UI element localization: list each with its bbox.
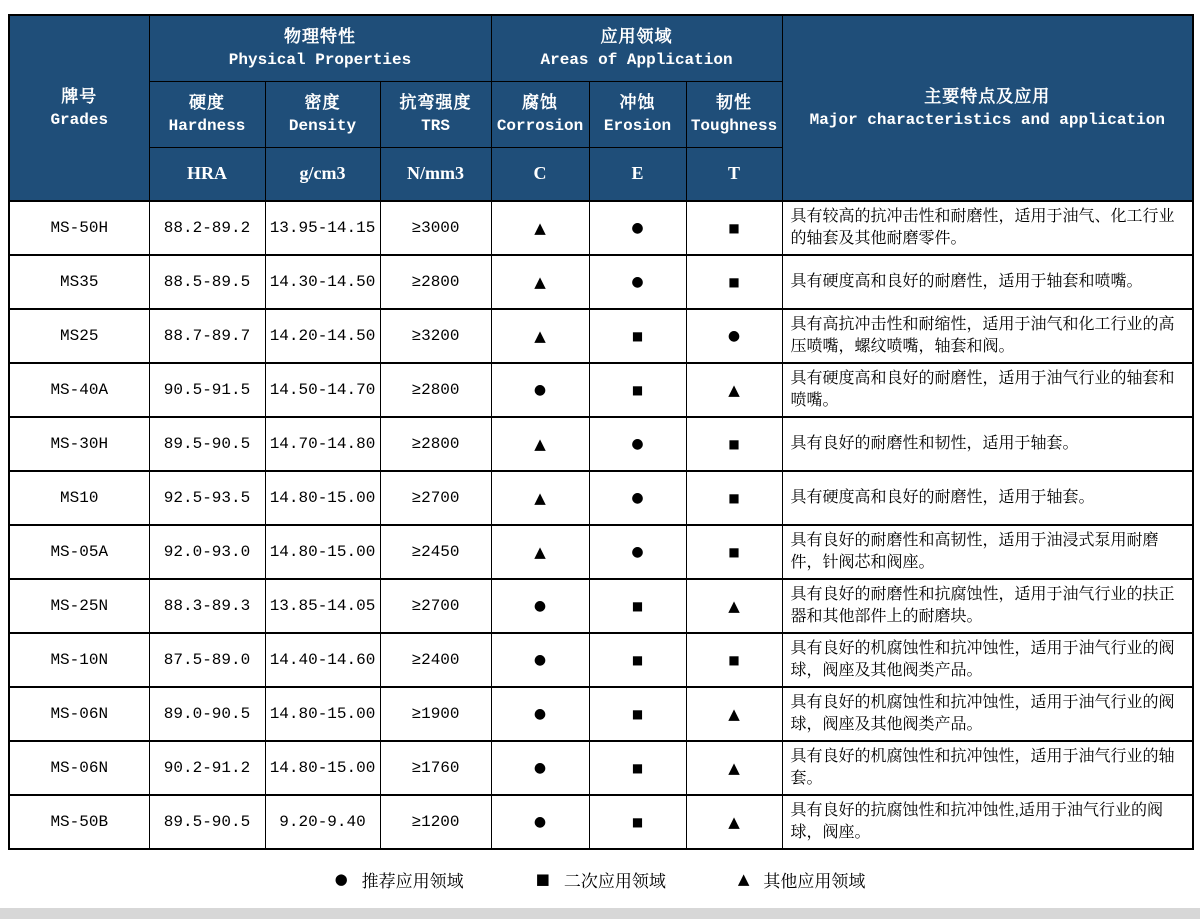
legend-label-recommended: 推荐应用领域 — [361, 872, 464, 891]
header-areas-of-application — [491, 15, 782, 81]
header-trs — [380, 81, 491, 147]
description-cell: 具有良好的抗腐蚀性和抗冲蚀性,适用于油气行业的阀球，阀座。 — [782, 795, 1193, 849]
square-icon: ■ — [535, 870, 550, 888]
grade-cell: MS-30H — [9, 417, 149, 471]
toughness-symbol-triangle: ▲ — [686, 579, 782, 633]
toughness-symbol-square: ■ — [686, 201, 782, 255]
header-grades — [9, 15, 149, 201]
toughness-symbol-square: ■ — [686, 417, 782, 471]
hardness-cell: 88.3-89.3 — [149, 579, 265, 633]
density-cell: 14.80-15.00 — [265, 741, 380, 795]
density-cell: 14.30-14.50 — [265, 255, 380, 309]
header-erosion-zh: 冲蚀 — [619, 93, 656, 112]
trs-cell: ≥2800 — [380, 363, 491, 417]
trs-cell: ≥2800 — [380, 255, 491, 309]
erosion-symbol-square: ■ — [589, 363, 686, 417]
page-bottom-edge — [0, 908, 1200, 919]
grade-cell: MS35 — [9, 255, 149, 309]
table-row — [9, 309, 1193, 363]
trs-cell: ≥1900 — [380, 687, 491, 741]
description-cell: 具有良好的机腐蚀性和抗冲蚀性，适用于油气行业的轴套。 — [782, 741, 1193, 795]
hardness-cell: 89.5-90.5 — [149, 417, 265, 471]
erosion-symbol-circle: ● — [589, 471, 686, 525]
description-cell: 具有良好的机腐蚀性和抗冲蚀性，适用于油气行业的阀球，阀座及其他阀类产品。 — [782, 633, 1193, 687]
unit-t: T — [686, 147, 782, 201]
header-major-en: Major characteristics and application — [809, 111, 1165, 129]
header-erosion-en: Erosion — [603, 117, 672, 135]
header-corrosion-en: Corrosion — [496, 117, 584, 135]
legend — [0, 867, 1200, 892]
density-cell: 14.80-15.00 — [265, 687, 380, 741]
header-trs-en: TRS — [421, 117, 450, 135]
legend-label-other: 其他应用领域 — [763, 872, 866, 891]
description-cell: 具有较高的抗冲击性和耐磨性，适用于油气、化工行业的轴套及其他耐磨零件。 — [782, 201, 1193, 255]
description-cell: 具有硬度高和良好的耐磨性，适用于轴套。 — [782, 471, 1193, 525]
legend-item-secondary — [536, 867, 666, 892]
header-hardness — [149, 81, 265, 147]
header-major-zh: 主要特点及应用 — [924, 87, 1051, 106]
toughness-symbol-square: ■ — [686, 471, 782, 525]
table-row — [9, 741, 1193, 795]
density-cell: 14.40-14.60 — [265, 633, 380, 687]
trs-cell: ≥1760 — [380, 741, 491, 795]
header-hardness-zh: 硬度 — [189, 93, 225, 112]
trs-cell: ≥3200 — [380, 309, 491, 363]
toughness-symbol-square: ■ — [686, 255, 782, 309]
erosion-symbol-square: ■ — [589, 687, 686, 741]
header-grades-en: Grades — [50, 111, 109, 129]
table-row — [9, 633, 1193, 687]
corrosion-symbol-circle: ● — [491, 795, 589, 849]
corrosion-symbol-triangle: ▲ — [491, 525, 589, 579]
grade-cell: MS-06N — [9, 741, 149, 795]
density-cell: 9.20-9.40 — [265, 795, 380, 849]
erosion-symbol-square: ■ — [589, 579, 686, 633]
toughness-symbol-triangle: ▲ — [686, 363, 782, 417]
table-row — [9, 795, 1193, 849]
unit-c: C — [491, 147, 589, 201]
toughness-symbol-square: ■ — [686, 525, 782, 579]
erosion-symbol-circle: ● — [589, 525, 686, 579]
header-corrosion — [491, 81, 589, 147]
hardness-cell: 89.5-90.5 — [149, 795, 265, 849]
header-density-en: Density — [288, 117, 357, 135]
header-physical-en: Physical Properties — [228, 51, 412, 70]
table-row — [9, 579, 1193, 633]
hardness-cell: 89.0-90.5 — [149, 687, 265, 741]
erosion-symbol-circle: ● — [589, 417, 686, 471]
legend-item-other — [738, 867, 866, 892]
trs-cell: ≥2400 — [380, 633, 491, 687]
hardness-cell: 88.5-89.5 — [149, 255, 265, 309]
hardness-cell: 92.0-93.0 — [149, 525, 265, 579]
table-row — [9, 255, 1193, 309]
corrosion-symbol-circle: ● — [491, 633, 589, 687]
unit-e: E — [589, 147, 686, 201]
table-row — [9, 201, 1193, 255]
grade-cell: MS-05A — [9, 525, 149, 579]
unit-nmm3: N/mm3 — [380, 147, 491, 201]
grades-table-body — [9, 201, 1193, 849]
toughness-symbol-circle: ● — [686, 309, 782, 363]
unit-gcm3: g/cm3 — [265, 147, 380, 201]
header-trs-zh: 抗弯强度 — [399, 93, 472, 112]
description-cell: 具有良好的耐磨性和韧性，适用于轴套。 — [782, 417, 1193, 471]
description-cell: 具有良好的机腐蚀性和抗冲蚀性，适用于油气行业的阀球，阀座及其他阀类产品。 — [782, 687, 1193, 741]
hardness-cell: 88.2-89.2 — [149, 201, 265, 255]
legend-item-recommended — [335, 867, 464, 892]
corrosion-symbol-triangle: ▲ — [491, 255, 589, 309]
toughness-symbol-triangle: ▲ — [686, 741, 782, 795]
grade-cell: MS-40A — [9, 363, 149, 417]
trs-cell: ≥2700 — [380, 579, 491, 633]
corrosion-symbol-circle: ● — [491, 579, 589, 633]
header-density — [265, 81, 380, 147]
header-areas-en: Areas of Application — [540, 51, 733, 70]
header-toughness-zh: 韧性 — [716, 93, 753, 112]
table-row — [9, 417, 1193, 471]
header-density-zh: 密度 — [304, 93, 341, 112]
grade-cell: MS-06N — [9, 687, 149, 741]
header-erosion — [589, 81, 686, 147]
circle-icon: ● — [334, 870, 348, 888]
table-row — [9, 471, 1193, 525]
density-cell: 13.95-14.15 — [265, 201, 380, 255]
density-cell: 14.80-15.00 — [265, 471, 380, 525]
unit-hra: HRA — [149, 147, 265, 201]
density-cell: 14.50-14.70 — [265, 363, 380, 417]
description-cell: 具有良好的耐磨性和抗腐蚀性，适用于油气行业的扶正器和其他部件上的耐磨块。 — [782, 579, 1193, 633]
trs-cell: ≥2800 — [380, 417, 491, 471]
header-hardness-en: Hardness — [168, 117, 246, 135]
header-grades-zh: 牌号 — [61, 87, 98, 106]
erosion-symbol-circle: ● — [589, 255, 686, 309]
header-physical-zh: 物理特性 — [284, 27, 357, 47]
trs-cell: ≥1200 — [380, 795, 491, 849]
header-corrosion-zh: 腐蚀 — [522, 93, 559, 112]
erosion-symbol-square: ■ — [589, 741, 686, 795]
trs-cell: ≥2450 — [380, 525, 491, 579]
header-toughness-en: Toughness — [690, 117, 778, 135]
header-major-characteristics — [782, 15, 1193, 201]
toughness-symbol-square: ■ — [686, 633, 782, 687]
corrosion-symbol-triangle: ▲ — [491, 471, 589, 525]
description-cell: 具有良好的耐磨性和高韧性，适用于油浸式泵用耐磨件，针阀芯和阀座。 — [782, 525, 1193, 579]
erosion-symbol-square: ■ — [589, 795, 686, 849]
header-physical-properties — [149, 15, 491, 81]
table-row — [9, 525, 1193, 579]
hardness-cell: 92.5-93.5 — [149, 471, 265, 525]
corrosion-symbol-triangle: ▲ — [491, 417, 589, 471]
density-cell: 13.85-14.05 — [265, 579, 380, 633]
table-row — [9, 363, 1193, 417]
erosion-symbol-square: ■ — [589, 633, 686, 687]
grade-cell: MS-50B — [9, 795, 149, 849]
density-cell: 14.70-14.80 — [265, 417, 380, 471]
toughness-symbol-triangle: ▲ — [686, 795, 782, 849]
trs-cell: ≥2700 — [380, 471, 491, 525]
grade-cell: MS25 — [9, 309, 149, 363]
hardness-cell: 87.5-89.0 — [149, 633, 265, 687]
corrosion-symbol-triangle: ▲ — [491, 309, 589, 363]
header-toughness — [686, 81, 782, 147]
hardness-cell: 90.5-91.5 — [149, 363, 265, 417]
table-row — [9, 687, 1193, 741]
density-cell: 14.80-15.00 — [265, 525, 380, 579]
trs-cell: ≥3000 — [380, 201, 491, 255]
erosion-symbol-square: ■ — [589, 309, 686, 363]
corrosion-symbol-circle: ● — [491, 687, 589, 741]
grade-cell: MS-50H — [9, 201, 149, 255]
legend-label-secondary: 二次应用领域 — [563, 872, 666, 891]
erosion-symbol-circle: ● — [589, 201, 686, 255]
table-header — [9, 15, 1193, 201]
hardness-cell: 90.2-91.2 — [149, 741, 265, 795]
grade-cell: MS-10N — [9, 633, 149, 687]
description-cell: 具有高抗冲击性和耐缩性，适用于油气和化工行业的高压喷嘴，螺纹喷嘴，轴套和阀。 — [782, 309, 1193, 363]
hardness-cell: 88.7-89.7 — [149, 309, 265, 363]
corrosion-symbol-circle: ● — [491, 363, 589, 417]
description-cell: 具有硬度高和良好的耐磨性，适用于轴套和喷嘴。 — [782, 255, 1193, 309]
triangle-icon: ▲ — [737, 870, 750, 888]
description-cell: 具有硬度高和良好的耐磨性，适用于油气行业的轴套和喷嘴。 — [782, 363, 1193, 417]
density-cell: 14.20-14.50 — [265, 309, 380, 363]
toughness-symbol-triangle: ▲ — [686, 687, 782, 741]
corrosion-symbol-triangle: ▲ — [491, 201, 589, 255]
header-areas-zh: 应用领域 — [600, 27, 673, 47]
corrosion-symbol-circle: ● — [491, 741, 589, 795]
grade-cell: MS-25N — [9, 579, 149, 633]
grade-cell: MS10 — [9, 471, 149, 525]
grades-spec-table — [8, 14, 1194, 850]
